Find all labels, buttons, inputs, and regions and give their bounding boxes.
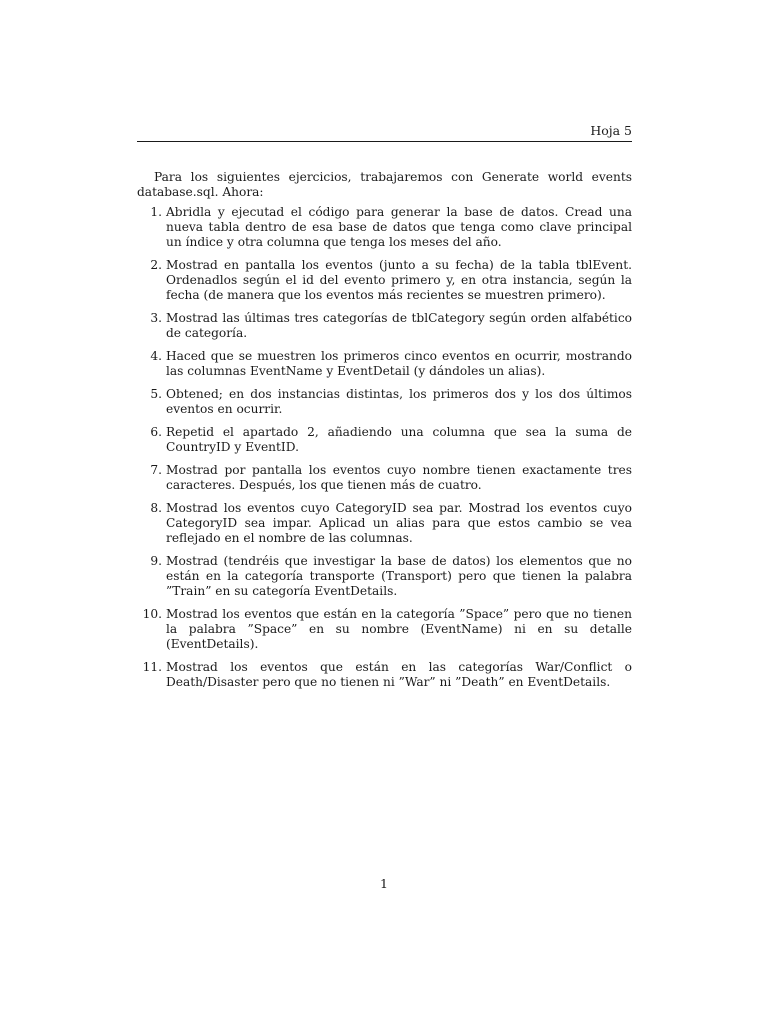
exercise-item xyxy=(137,205,632,250)
exercise-number: 10. xyxy=(142,607,162,621)
page-header xyxy=(137,123,632,143)
exercise-number: 8. xyxy=(150,501,162,515)
exercise-number: 1. xyxy=(150,205,162,219)
exercise-number: 11. xyxy=(142,660,162,674)
exercise-item xyxy=(137,660,632,690)
exercise-text: Mostrad las últimas tres categorías de tblCategory según orden alfabético de categoría. xyxy=(166,311,632,340)
exercise-item xyxy=(137,501,632,546)
exercise-number: 9. xyxy=(150,554,162,568)
exercise-text: Mostrad en pantalla los eventos (junto a su fecha) de la tabla tblEvent. Ordenadlos según el id del evento primero y, en otra instancia, según la fecha (de manera que los eventos más recientes se muestren primero). xyxy=(166,258,632,302)
exercise-text: Haced que se muestren los primeros cinco eventos en ocurrir, mostrando las columnas EventName y EventDetail (y dándoles un alias). xyxy=(166,349,632,378)
exercise-number: 7. xyxy=(150,463,162,477)
exercise-text: Mostrad los eventos que están en las categorías War/Conflict o Death/Disaster pero que no tienen ni ”War” ni ”Death” en EventDetails. xyxy=(166,660,632,689)
exercise-item xyxy=(137,258,632,303)
exercise-item xyxy=(137,463,632,493)
header-title: Hoja 5 xyxy=(590,123,632,138)
header-rule xyxy=(137,141,632,142)
exercise-item xyxy=(137,554,632,599)
exercise-number: 6. xyxy=(150,425,162,439)
exercise-item xyxy=(137,349,632,379)
exercise-text: Obtened; en dos instancias distintas, los primeros dos y los dos últimos eventos en ocurrir. xyxy=(166,387,632,416)
exercise-text: Mostrad los eventos que están en la categoría ”Space” pero que no tienen la palabra ”Space” en su nombre (EventName) ni en su detalle (EventDetails). xyxy=(166,607,632,651)
exercise-text: Abridla y ejecutad el código para generar la base de datos. Cread una nueva tabla dentro de esa base de datos que tenga como clave principal un índice y otra columna que tenga los meses del año. xyxy=(166,205,632,249)
exercise-text: Mostrad (tendréis que investigar la base de datos) los elementos que no están en la categoría transporte (Transport) pero que tienen la palabra ”Train” en su categoría EventDetails. xyxy=(166,554,632,598)
exercise-text: Repetid el apartado 2, añadiendo una columna que sea la suma de CountryID y EventID. xyxy=(166,425,632,454)
exercise-number: 2. xyxy=(150,258,162,272)
exercise-number: 4. xyxy=(150,349,162,363)
exercise-text: Mostrad los eventos cuyo CategoryID sea par. Mostrad los eventos cuyo CategoryID sea impar. Aplicad un alias para que estos cambio se vea reflejado en el nombre de las columnas. xyxy=(166,501,632,545)
exercise-item xyxy=(137,607,632,652)
exercise-text: Mostrad por pantalla los eventos cuyo nombre tienen exactamente tres caracteres. Después, los que tienen más de cuatro. xyxy=(166,463,632,492)
exercise-list xyxy=(137,205,632,690)
intro-paragraph: Para los siguientes ejercicios, trabajaremos con Generate world events database.sql. Ahora: xyxy=(137,170,632,199)
exercise-item xyxy=(137,387,632,417)
exercise-item xyxy=(137,425,632,455)
exercise-item xyxy=(137,311,632,341)
exercise-number: 5. xyxy=(150,387,162,401)
page-body xyxy=(137,170,632,698)
exercise-number: 3. xyxy=(150,311,162,325)
page-number: 1 xyxy=(380,876,388,891)
